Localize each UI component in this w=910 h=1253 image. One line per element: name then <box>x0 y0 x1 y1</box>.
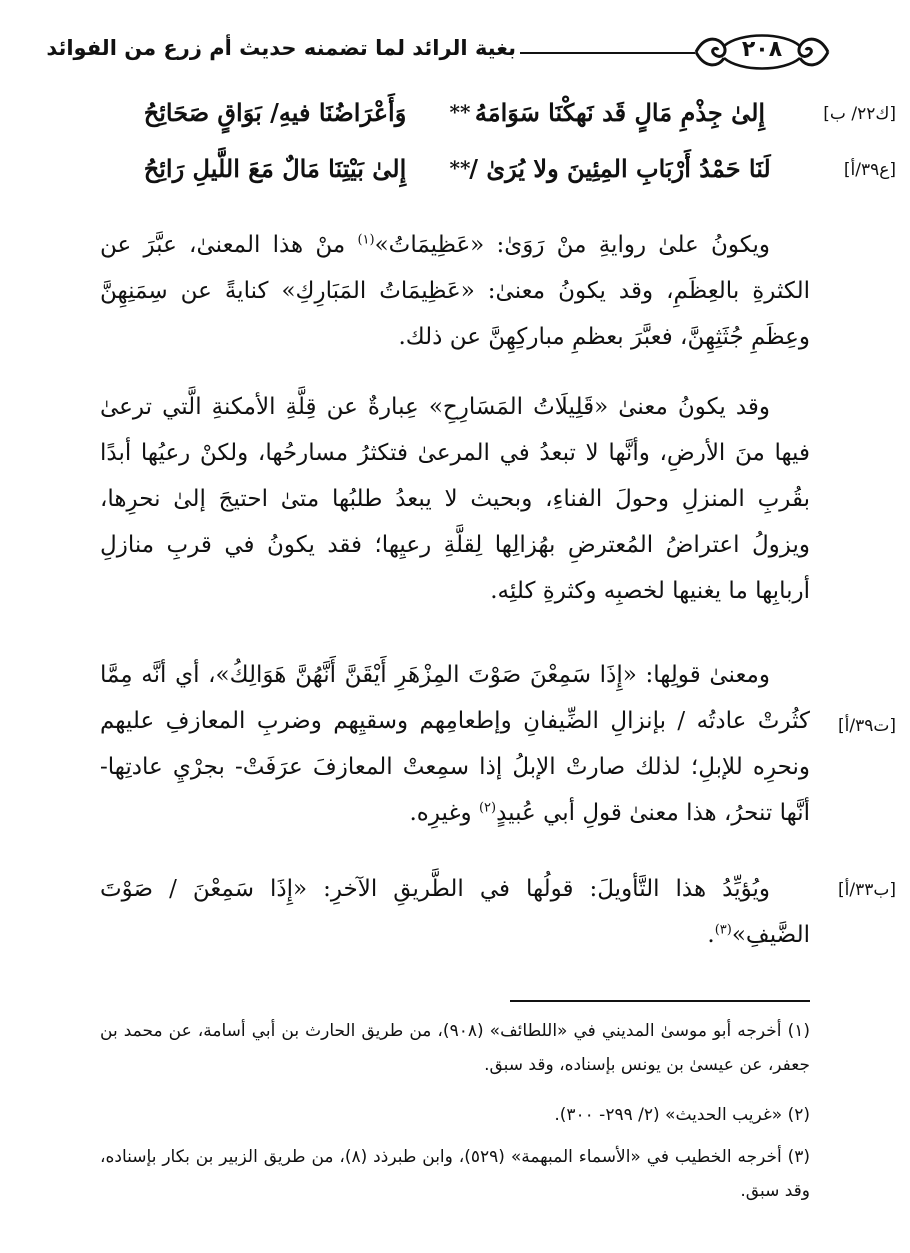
paragraph-text: ويُؤيِّدُ هذا التَّأويلَ: قولُها في الطَّريقِ الآخرِ: «إِذَا سَمِعْنَ / صَوْتَ الضَّيفِ» <box>100 876 810 948</box>
footnote-separator-rule <box>510 1000 810 1002</box>
footnote-marker: (٢) <box>478 800 497 816</box>
paragraph-text: . <box>707 922 715 948</box>
poem-line <box>0 98 910 148</box>
poem-hemistich-right: لَنَا حَمْدُ أَرْبَابِ المِئِينَ ولا يُرَىٰ / <box>469 154 771 183</box>
body-paragraph <box>100 652 810 836</box>
poem-hemistich-left: إِلىٰ بَيْتِنَا مَالٌ مَعَ اللَّيلِ رَائِحُ <box>143 154 407 183</box>
margin-reference: [ع٣٩/أ] <box>843 160 896 180</box>
body-paragraph <box>100 384 810 614</box>
paragraph-text: وغيرِه. <box>409 800 479 826</box>
poem-line <box>0 154 910 204</box>
page-header <box>0 0 910 92</box>
footnote: (٢) «غريب الحديث» (٢/ ٢٩٩- ٣٠٠). <box>554 1105 810 1125</box>
poem-hemistich-right: إِلىٰ جِذْمِ مَالٍ قَد نَهكْنَا سَوَامَهُ <box>474 98 766 127</box>
paragraph-text: ويكونُ علىٰ روايةِ منْ رَوَىٰ: «عَظِيمَاتُ» <box>374 232 770 258</box>
footnote-marker: (٣) <box>714 922 732 938</box>
margin-reference: [ت٣٩/أ] <box>838 716 896 736</box>
poem-separator: ** <box>449 100 471 124</box>
footnote-marker: (١) <box>357 232 375 248</box>
running-title: بغية الرائد لما تضمنه حديث أم زرع من الفوائد <box>46 36 516 60</box>
page-number: ٢٠٨ <box>741 37 783 62</box>
body-paragraph <box>100 222 810 360</box>
margin-reference: [ك٢٢/ ب] <box>823 104 896 124</box>
paragraph-text: منْ هذا المعنىٰ، عبَّرَ عن الكثرةِ بالعِظَمِ، وقد يكونُ معنىٰ: «عَظِيمَاتُ المَبَارِكِ» كنايةً عن سِمَنِهِنَّ وعِظَمِ جُثَثِهِنَّ، فعبَّرَ بعظمِ مباركِهِنَّ عن ذلك. <box>100 232 810 350</box>
footnote: (١) أخرجه أبو موسىٰ المديني في «اللطائف» (٩٠٨)، من طريق الحارث بن أبي أسامة، عن محمد بن جعفر، عن عيسىٰ بن يونس بإسناده، وقد سبق. <box>100 1021 810 1075</box>
paragraph-text: وقد يكونُ معنىٰ «قَلِيلَاتُ المَسَارِحِ» عِبارةٌ عن قِلَّةِ الأمكنةِ الَّتي ترعىٰ فيها منَ الأرضِ، وأنَّها لا تبعدُ في المرعىٰ فتكثرُ مسارحُها، ولكنْ رعيُها أبدًا بقُربِ المنزلِ وحولَ الفناءِ، وبحيث لا يبعدُ طلبُها متىٰ احتيجَ إلىٰ نحرِها، ويزولُ اعتراضُ المُعترضِ بهُزالِها لِقلَّةِ رعيِها؛ فقد يكونُ في قربِ منازلِ أربابِها ما يغنيها لخصبِه وكثرةِ كلئِه. <box>100 394 810 604</box>
body-paragraph <box>100 866 810 958</box>
poem-hemistich-left: وَأَعْرَاضُنَا فيهِ/ بَوَاقٍ صَحَائِحُ <box>143 98 407 127</box>
paragraph-text: ومعنىٰ قولِها: «إِذَا سَمِعْنَ صَوْتَ المِزْهَرِ أَيْقَنَّ أَنَّهُنَّ هَوَالِكُ»، أي أنَّه مِمَّا كثُرتْ عادتُه / بإنزالِ الضِّيفانِ وإطعامِهم وسقيِهم وضربِ المعازفِ عليهم ونحرِه للإبلِ؛ لذلك صارتْ الإبلُ إذا سمِعتْ المعازفَ عرَفَتْ- بجرْيِ عادتِها- أنَّها تنحرُ، هذا معنىٰ قولِ أبي عُبيدٍ <box>100 662 810 826</box>
footnote: (٣) أخرجه الخطيب في «الأسماء المبهمة» (٥٢٩)، وابن طبرذد (٨)، من طريق الزبير بن بكار بإسناده، وقد سبق. <box>100 1147 811 1201</box>
header-rule <box>520 52 695 54</box>
margin-reference: [ب٣٣/أ] <box>838 880 896 900</box>
poem-separator: ** <box>449 156 471 180</box>
